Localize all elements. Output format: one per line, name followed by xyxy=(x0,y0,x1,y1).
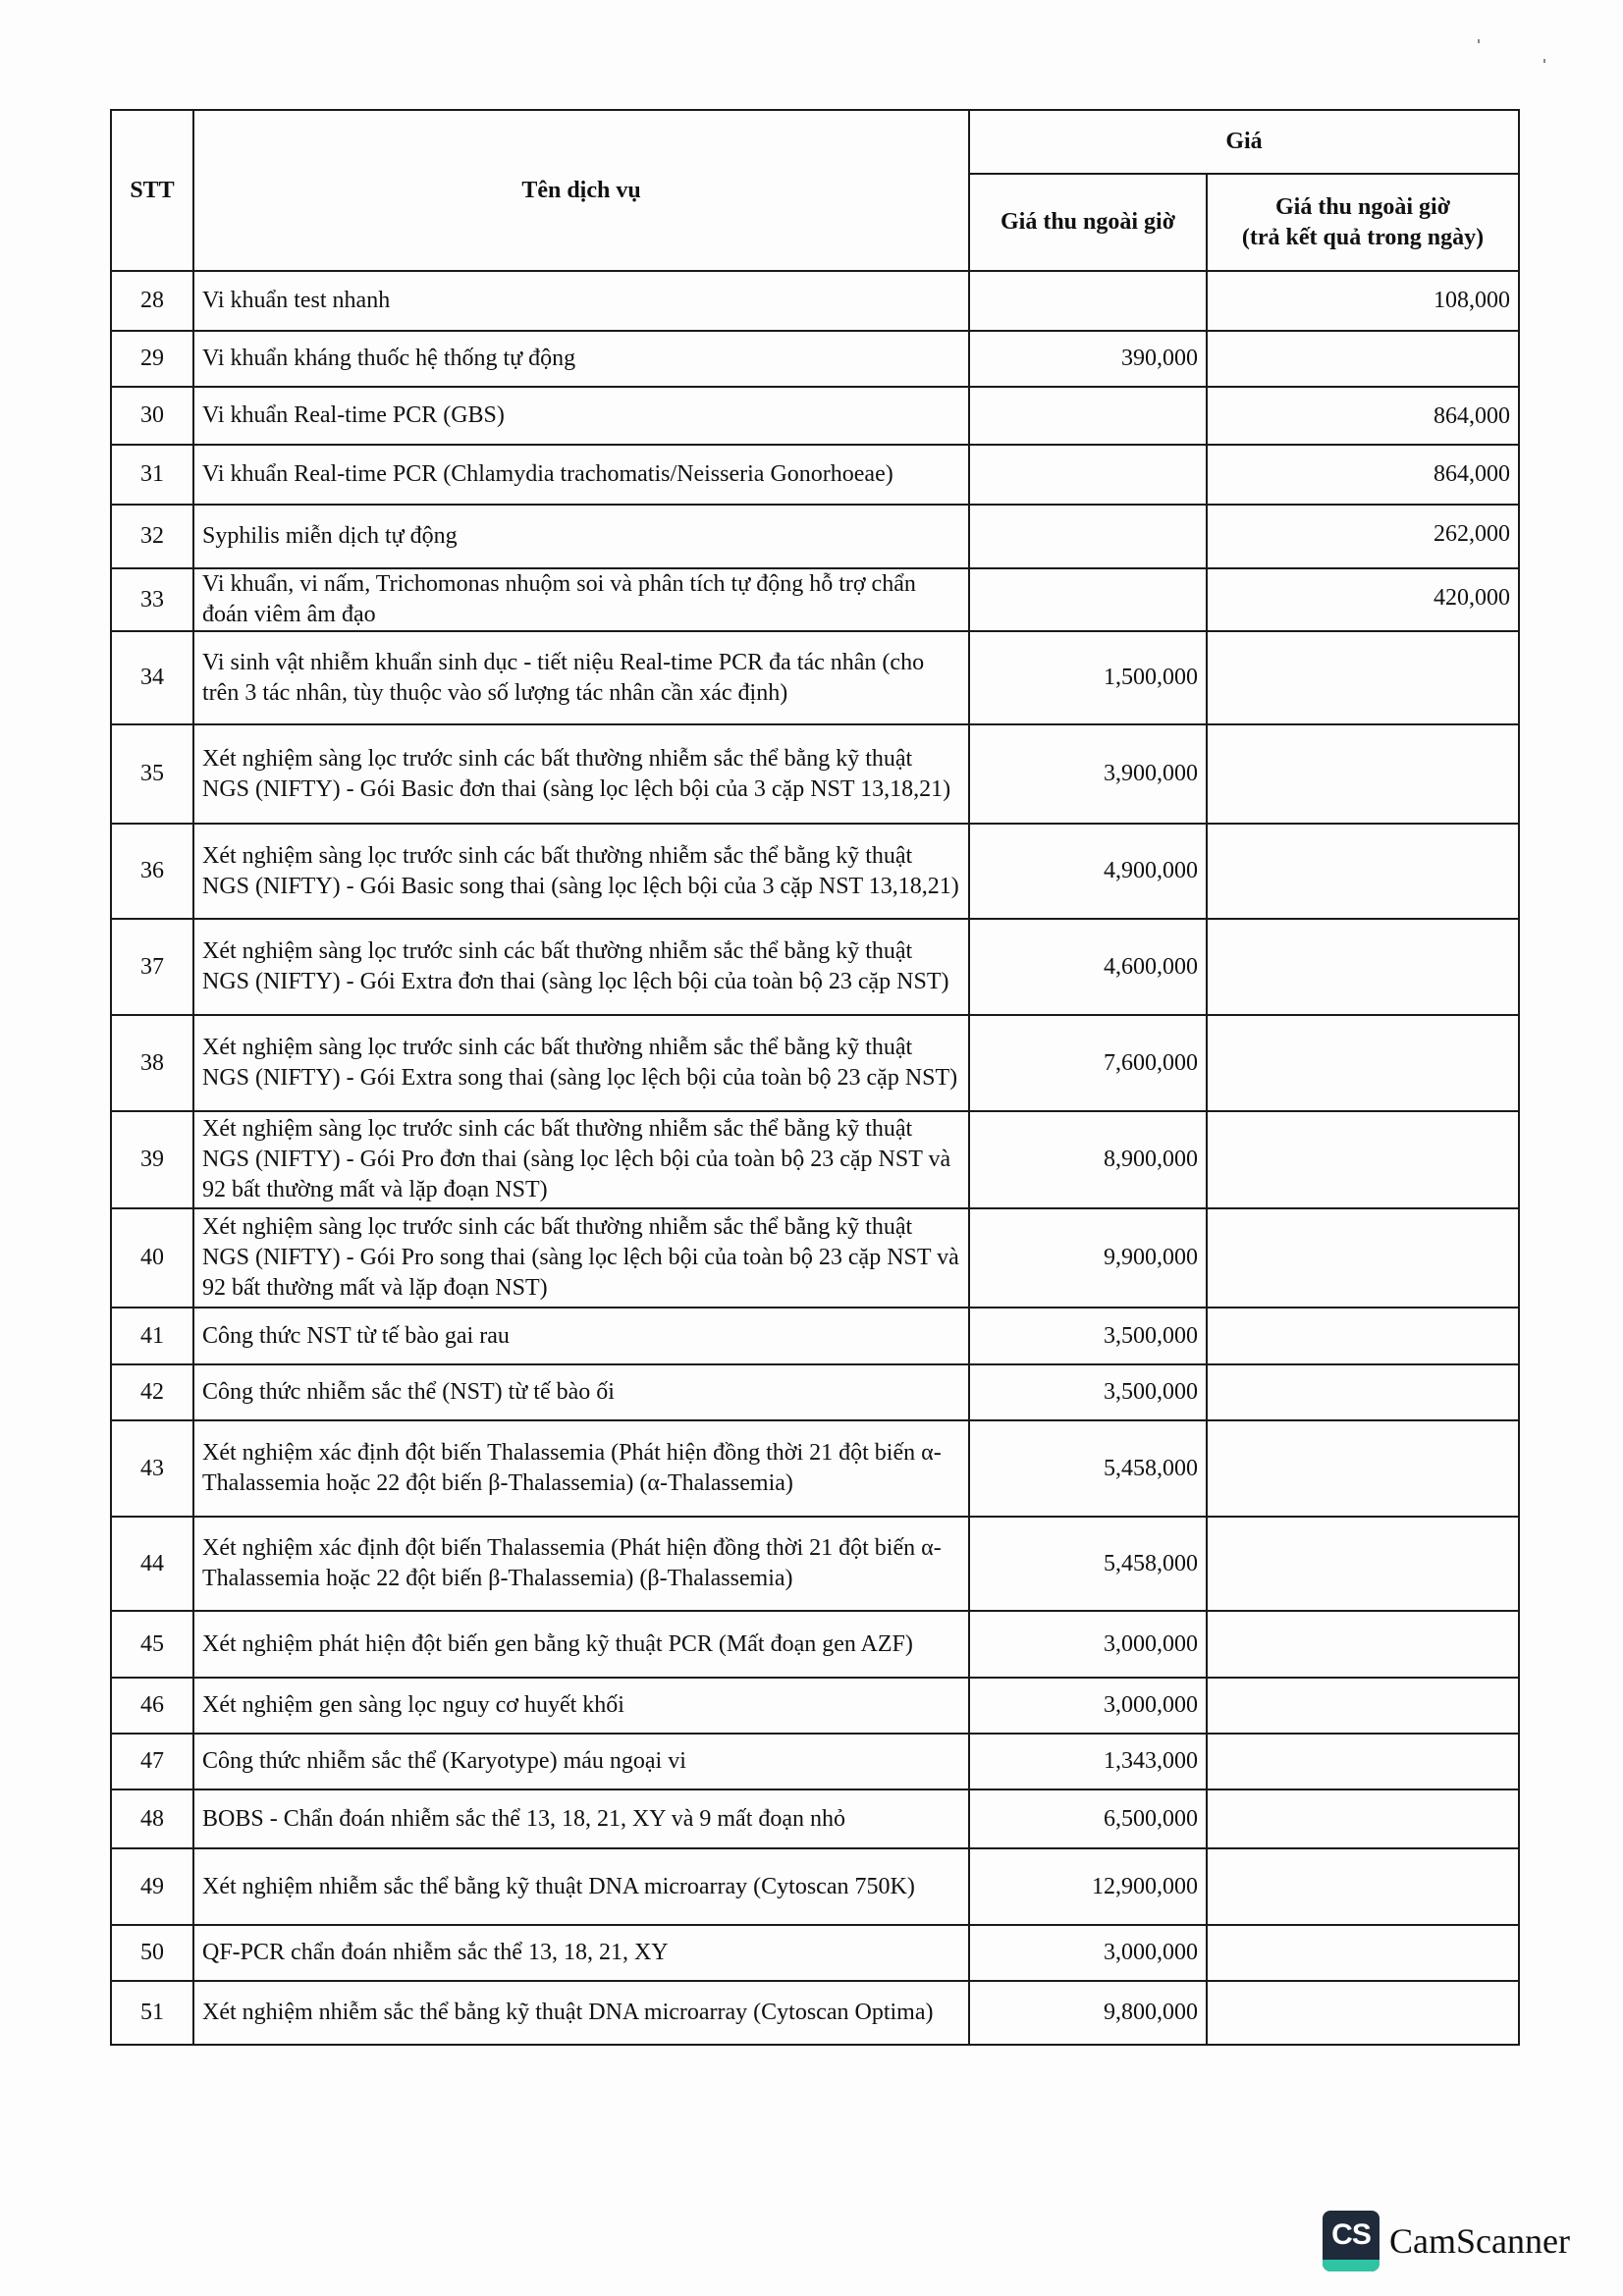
row-stt: 49 xyxy=(111,1848,193,1925)
row-stt: 38 xyxy=(111,1015,193,1111)
row-service-name: Xét nghiệm sàng lọc trước sinh các bất thường nhiễm sắc thể bằng kỹ thuật NGS (NIFTY) - Gói Pro đơn thai (sàng lọc lệch bội của toàn bộ 23 cặp NST và 92 bất thường mất và lặp đoạn NST) xyxy=(193,1111,969,1208)
row-price-same-day xyxy=(1207,1517,1519,1611)
table-row xyxy=(111,631,1519,724)
row-price-same-day xyxy=(1207,1111,1519,1208)
row-price-after-hours: 1,500,000 xyxy=(969,631,1207,724)
row-stt: 43 xyxy=(111,1420,193,1517)
row-price-same-day: 420,000 xyxy=(1207,568,1519,631)
row-price-same-day xyxy=(1207,1420,1519,1517)
row-price-after-hours: 3,500,000 xyxy=(969,1364,1207,1420)
row-service-name: Xét nghiệm sàng lọc trước sinh các bất thường nhiễm sắc thể bằng kỹ thuật NGS (NIFTY) - Gói Extra đơn thai (sàng lọc lệch bội của toàn bộ 23 cặp NST) xyxy=(193,919,969,1015)
row-stt: 29 xyxy=(111,331,193,387)
row-stt: 36 xyxy=(111,824,193,919)
row-stt: 47 xyxy=(111,1734,193,1789)
row-stt: 42 xyxy=(111,1364,193,1420)
row-stt: 40 xyxy=(111,1208,193,1308)
row-price-same-day: 108,000 xyxy=(1207,271,1519,331)
row-price-same-day xyxy=(1207,331,1519,387)
row-stt: 44 xyxy=(111,1517,193,1611)
table-row xyxy=(111,1308,1519,1364)
row-price-after-hours: 7,600,000 xyxy=(969,1015,1207,1111)
row-service-name: Xét nghiệm sàng lọc trước sinh các bất thường nhiễm sắc thể bằng kỹ thuật NGS (NIFTY) - Gói Extra song thai (sàng lọc lệch bội của toàn bộ 23 cặp NST) xyxy=(193,1015,969,1111)
row-service-name: Xét nghiệm sàng lọc trước sinh các bất thường nhiễm sắc thể bằng kỹ thuật NGS (NIFTY) - Gói Basic đơn thai (sàng lọc lệch bội của 3 cặp NST 13,18,21) xyxy=(193,724,969,824)
row-price-after-hours: 9,900,000 xyxy=(969,1208,1207,1308)
header-price-same-day-line2: (trả kết quả trong ngày) xyxy=(1241,224,1485,250)
row-price-same-day xyxy=(1207,1848,1519,1925)
row-service-name: Xét nghiệm xác định đột biến Thalassemia (Phát hiện đồng thời 21 đột biến α-Thalassemia hoặc 22 đột biến β-Thalassemia) (β-Thalassemia) xyxy=(193,1517,969,1611)
camscanner-logo-icon xyxy=(1323,2211,1380,2271)
row-price-after-hours: 4,900,000 xyxy=(969,824,1207,919)
row-price-same-day xyxy=(1207,1208,1519,1308)
row-price-after-hours: 5,458,000 xyxy=(969,1420,1207,1517)
row-stt: 30 xyxy=(111,387,193,445)
row-price-same-day xyxy=(1207,1364,1519,1420)
row-price-after-hours xyxy=(969,445,1207,505)
row-price-after-hours: 9,800,000 xyxy=(969,1981,1207,2045)
row-price-same-day xyxy=(1207,919,1519,1015)
table-header xyxy=(111,110,1519,271)
header-service-name: Tên dịch vụ xyxy=(193,110,969,271)
row-service-name: Vi khuẩn kháng thuốc hệ thống tự động xyxy=(193,331,969,387)
row-stt: 48 xyxy=(111,1789,193,1848)
row-service-name: Công thức nhiễm sắc thể (Karyotype) máu ngoại vi xyxy=(193,1734,969,1789)
table-row xyxy=(111,919,1519,1015)
row-price-same-day xyxy=(1207,1925,1519,1981)
table-row xyxy=(111,1848,1519,1925)
table-body xyxy=(111,271,1519,2045)
row-stt: 37 xyxy=(111,919,193,1015)
row-service-name: Công thức nhiễm sắc thể (NST) từ tế bào ối xyxy=(193,1364,969,1420)
row-price-same-day: 262,000 xyxy=(1207,505,1519,568)
row-service-name: Xét nghiệm nhiễm sắc thể bằng kỹ thuật DNA microarray (Cytoscan 750K) xyxy=(193,1848,969,1925)
scan-speck xyxy=(1478,39,1480,43)
row-price-same-day xyxy=(1207,1789,1519,1848)
table-row xyxy=(111,271,1519,331)
table-row xyxy=(111,445,1519,505)
row-price-same-day xyxy=(1207,1678,1519,1734)
row-price-after-hours: 8,900,000 xyxy=(969,1111,1207,1208)
row-service-name: Xét nghiệm sàng lọc trước sinh các bất thường nhiễm sắc thể bằng kỹ thuật NGS (NIFTY) - Gói Pro song thai (sàng lọc lệch bội của toàn bộ 23 cặp NST và 92 bất thường mất và lặp đoạn NST) xyxy=(193,1208,969,1308)
header-price-same-day xyxy=(1207,174,1519,271)
table-row xyxy=(111,1981,1519,2045)
row-service-name: QF-PCR chẩn đoán nhiễm sắc thể 13, 18, 21, XY xyxy=(193,1925,969,1981)
row-price-same-day xyxy=(1207,824,1519,919)
row-stt: 51 xyxy=(111,1981,193,2045)
row-price-same-day: 864,000 xyxy=(1207,387,1519,445)
row-stt: 50 xyxy=(111,1925,193,1981)
row-price-after-hours: 3,500,000 xyxy=(969,1308,1207,1364)
table-row xyxy=(111,1678,1519,1734)
table-row xyxy=(111,724,1519,824)
row-price-same-day xyxy=(1207,1308,1519,1364)
row-price-same-day xyxy=(1207,1981,1519,2045)
camscanner-watermark xyxy=(1323,2211,1570,2271)
row-price-same-day xyxy=(1207,1015,1519,1111)
row-price-after-hours: 5,458,000 xyxy=(969,1517,1207,1611)
table-row xyxy=(111,1208,1519,1308)
row-stt: 45 xyxy=(111,1611,193,1678)
row-stt: 35 xyxy=(111,724,193,824)
row-service-name: Xét nghiệm xác định đột biến Thalassemia (Phát hiện đồng thời 21 đột biến α-Thalassemia hoặc 22 đột biến β-Thalassemia) (α-Thalassemia) xyxy=(193,1420,969,1517)
row-price-after-hours: 3,000,000 xyxy=(969,1678,1207,1734)
row-stt: 39 xyxy=(111,1111,193,1208)
row-service-name: Vi khuẩn test nhanh xyxy=(193,271,969,331)
logo-accent-stripe xyxy=(1323,2260,1380,2271)
logo-badge-text: CS xyxy=(1331,2218,1371,2251)
row-service-name: Xét nghiệm sàng lọc trước sinh các bất thường nhiễm sắc thể bằng kỹ thuật NGS (NIFTY) - Gói Basic song thai (sàng lọc lệch bội của 3 cặp NST 13,18,21) xyxy=(193,824,969,919)
row-price-after-hours: 6,500,000 xyxy=(969,1789,1207,1848)
row-price-after-hours xyxy=(969,387,1207,445)
row-price-same-day xyxy=(1207,631,1519,724)
watermark-text: CamScanner xyxy=(1389,2221,1570,2261)
row-stt: 31 xyxy=(111,445,193,505)
table-row xyxy=(111,1420,1519,1517)
row-service-name: Syphilis miễn dịch tự động xyxy=(193,505,969,568)
row-stt: 41 xyxy=(111,1308,193,1364)
row-price-after-hours: 3,000,000 xyxy=(969,1925,1207,1981)
table-row xyxy=(111,387,1519,445)
row-stt: 33 xyxy=(111,568,193,631)
row-price-after-hours xyxy=(969,271,1207,331)
table-row xyxy=(111,1364,1519,1420)
row-price-after-hours xyxy=(969,505,1207,568)
row-service-name: Vi khuẩn Real-time PCR (GBS) xyxy=(193,387,969,445)
row-service-name: Xét nghiệm phát hiện đột biến gen bằng kỹ thuật PCR (Mất đoạn gen AZF) xyxy=(193,1611,969,1678)
service-price-table xyxy=(110,109,1520,2046)
scan-speck xyxy=(1543,59,1545,63)
row-stt: 34 xyxy=(111,631,193,724)
row-price-after-hours: 4,600,000 xyxy=(969,919,1207,1015)
header-price-same-day-line1: Giá thu ngoài giờ xyxy=(1275,193,1450,220)
row-price-after-hours xyxy=(969,568,1207,631)
row-service-name: Xét nghiệm nhiễm sắc thể bằng kỹ thuật DNA microarray (Cytoscan Optima) xyxy=(193,1981,969,2045)
row-service-name: Công thức NST từ tế bào gai rau xyxy=(193,1308,969,1364)
table-row xyxy=(111,1611,1519,1678)
table-row xyxy=(111,1015,1519,1111)
row-price-same-day: 864,000 xyxy=(1207,445,1519,505)
header-price-after-hours: Giá thu ngoài giờ xyxy=(969,174,1207,271)
table-row xyxy=(111,1517,1519,1611)
header-price-group: Giá xyxy=(969,110,1519,174)
row-service-name: BOBS - Chẩn đoán nhiễm sắc thể 13, 18, 21, XY và 9 mất đoạn nhỏ xyxy=(193,1789,969,1848)
row-stt: 46 xyxy=(111,1678,193,1734)
table-row xyxy=(111,824,1519,919)
row-stt: 28 xyxy=(111,271,193,331)
row-service-name: Vi khuẩn Real-time PCR (Chlamydia trachomatis/Neisseria Gonorhoeae) xyxy=(193,445,969,505)
row-service-name: Xét nghiệm gen sàng lọc nguy cơ huyết khối xyxy=(193,1678,969,1734)
row-price-after-hours: 1,343,000 xyxy=(969,1734,1207,1789)
header-stt: STT xyxy=(111,110,193,271)
row-stt: 32 xyxy=(111,505,193,568)
row-price-after-hours: 3,000,000 xyxy=(969,1611,1207,1678)
table-row xyxy=(111,1789,1519,1848)
row-price-same-day xyxy=(1207,1734,1519,1789)
row-price-after-hours: 12,900,000 xyxy=(969,1848,1207,1925)
table-row xyxy=(111,1111,1519,1208)
row-price-after-hours: 3,900,000 xyxy=(969,724,1207,824)
row-service-name: Vi sinh vật nhiễm khuẩn sinh dục - tiết niệu Real-time PCR đa tác nhân (cho trên 3 tác nhân, tùy thuộc vào số lượng tác nhân cần xác định) xyxy=(193,631,969,724)
table-row xyxy=(111,331,1519,387)
table-row xyxy=(111,1925,1519,1981)
table-row xyxy=(111,1734,1519,1789)
table-row xyxy=(111,505,1519,568)
row-price-same-day xyxy=(1207,724,1519,824)
table-row xyxy=(111,568,1519,631)
row-price-same-day xyxy=(1207,1611,1519,1678)
row-price-after-hours: 390,000 xyxy=(969,331,1207,387)
row-service-name: Vi khuẩn, vi nấm, Trichomonas nhuộm soi và phân tích tự động hỗ trợ chẩn đoán viêm âm đạo xyxy=(193,568,969,631)
